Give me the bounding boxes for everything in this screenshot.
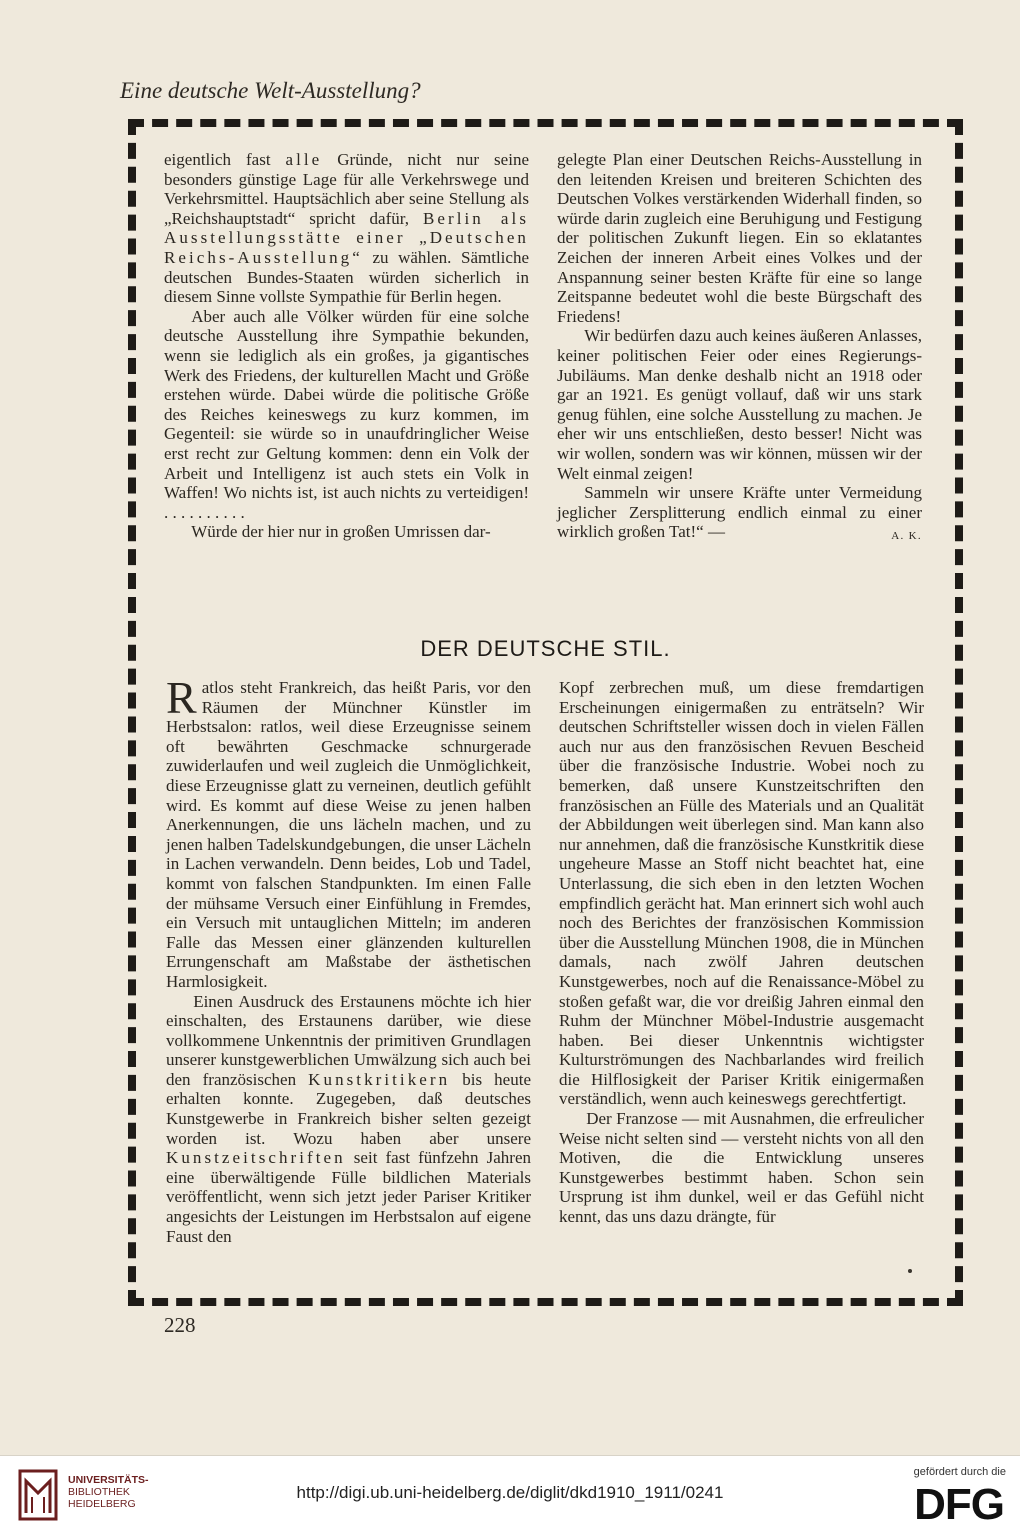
library-name-line-2: BIBLIOTHEK [68, 1486, 130, 1498]
text-run: seit fast fünfzehn Jahren eine überwältigende Fülle bildlichen Materials veröffentlicht, wenn sich jetzt jeder Pariser Kritiker angesichts der Leistungen im Herbstsalon auf eigene Faust den [166, 1148, 531, 1246]
text-run: Einen Ausdruck des Erstaunens möchte ich hier einschalten, des Erstaunens darüber, wie diese vollkommene Unkenntnis der primitiven Grundlagen unserer kunstgewerblichen Umwälzung sich auch bei den französischen [166, 991, 531, 1089]
permalink-url[interactable]: http://digi.ub.uni-heidelberg.de/diglit/dkd1910_1911/0241 [296, 1483, 724, 1502]
text-run: zu wählen. Sämtliche deutschen Bundes-Staaten würden sicherlich in diesem Sinne vollste Sympathie für Berlin hegen. [164, 247, 529, 307]
running-title: Eine deutsche Welt-Ausstellung? [120, 78, 421, 103]
text-run: Sammeln wir unsere Kräfte unter Vermeidung jeglicher Zersplitterung endlich einmal zu einer wirklich großen Tat!“ — [557, 483, 922, 542]
text-run: Gründe, nicht nur seine besonders günstige Lage für alle Verkehrswege und Verkehrsmittel. Hauptsächlich aber seine Stellung als „Reichshauptstadt“ spricht dafür, [164, 150, 529, 228]
article1-right-paragraph-2: Wir bedürfen dazu auch keines äußeren Anlasses, keiner politischen Feier oder eines Regierungs-Jubiläums. Man denke deshalb nicht an 1918 oder gar an 1921. Es genügt vollauf, daß wir uns stark genug fühlen, eine solche Ausstellung zu machen. Je eher wir uns entschließen, desto besser! Nicht was wir wollen, sondern was wir können, müssen wir der Welt einmal zeigen! [557, 326, 922, 483]
article2-left-paragraph-1 [166, 672, 531, 992]
library-name-line-3: HEIDELBERG [68, 1498, 136, 1510]
library-name-line-1: UNIVERSITÄTS- [68, 1474, 149, 1486]
author-signature: A. K. [891, 530, 922, 543]
article2-right-paragraph-2: Der Franzose — mit Ausnahmen, die erfreulicher Weise nicht selten sind — versteht nichts von all den Motiven, die die Entwicklung unseres Kunstgewerbes bestimmt haben. Schon sein Ursprung ist ihm dunkel, weil er das Gefühl nicht kennt, das uns dazu drängte, für [559, 1109, 924, 1227]
article2-left-paragraph-2 [166, 992, 531, 1247]
article1-right-paragraph-1: gelegte Plan einer Deutschen Reichs-Ausstellung in den leitenden Kreisen und breiteren Schichten des Deutschen Volkes verstärkenden Widerhall finden, so würde darin zugleich eine Beruhigung und Festigung der politischen Zukunft liegen. Ein so eklatantes Zeichen der inneren Arbeit eines Volkes und der Anspannung seiner besten Kräfte für eine so lange Zeitspanne bedeutet wohl die beste Bürgschaft des Friedens! [557, 150, 922, 326]
emphasis-spaced: Kunstzeitschriften [166, 1148, 346, 1168]
article1-right-column [557, 150, 922, 547]
article1-right-paragraph-3 [557, 483, 922, 542]
article1-left-paragraph-3: Würde der hier nur in großen Umrissen dar- [191, 522, 491, 542]
sponsor-note: gefördert durch die [913, 1466, 1006, 1478]
article1-left-column [164, 150, 529, 542]
text-run: atlos steht Frankreich, das heißt Paris, vor den Räumen der Münchner Künstler im Herbstsalon: ratlos, weil diese Erzeugnisse seinem oft bewährten Geschmacke schnurgerade zuwiderlaufen und weil zugleich die Unmöglichkeit, diese Erzeugnisse glatt zu verneinen, deutlich gefühlt wird. Es kommt auf diese Weise zu jenen halben Anerkennungen, die uns lächeln machen, und zu jenen halben Tadelskundgebungen, die unser Lächeln in Lachen verwandeln. Denn beides, Lob und Tadel, kommt von falschen Standpunkten. Im einen Falle der mühsame Versuch einer Einfühlung in Fremdes, ein Versuch mit untauglichen Mitteln; im anderen Falle das Messen einer glänzenden kulturellen Errungenschaft am Maßstabe der ästhetischen Harmlosigkeit. [166, 678, 531, 991]
print-speck [908, 1269, 912, 1273]
emphasis-spaced: Berlin als Ausstellungsstätte einer „Deutschen Reichs-Ausstellung“ [164, 208, 529, 267]
page-number: 228 [164, 1313, 196, 1337]
text-run: eigentlich fast [164, 150, 286, 169]
text-run: bis heute erhalten konnte. Zugegeben, daß deutsches Kunstgewerbe in Frankreich bisher selten gezeigt worden ist. Wozu haben aber unsere [166, 1069, 531, 1148]
article2-right-paragraph-1: Kopf zerbrechen muß, um diese fremdartigen Erscheinungen einigermaßen zu enträtseln? Wir deutschen Schriftsteller wissen doch in vielen Fällen auch nur aus den französischen Revuen Bescheid über die französische Industrie. Wobei noch zu bemerken, daß unsere Kunstzeitschriften den französischen an Fülle des Materials und an Qualität der Abbildungen weit überlegen sind. Man kann also nur annehmen, daß die französische Kunstkritik diese ungeheure Masse an Stoff nicht beachtet hat, eine Unterlassung, die sich eben in den letzten Wochen empfindlich gerächt hat. Man erinnert sich wohl auch noch des Berichtes der französischen Kommission über die Ausstellung München 1908, die in München damals, nach zwölf Jahren deutschen Kunstgewerbes, noch auf die Renaissance-Möbel zu stoßen gefaßt war, die vor dreißig Jahren einmal den Ruhm der Münchner Möbel-Industrie ausgemacht haben. Bei dieser Unkenntnis wichtigster Kulturströmungen des Nachbarlandes wird freilich die Hilflosigkeit der Pariser Kritik einigermaßen verständlich, wenn auch keineswegs gerechtfertigt. [559, 678, 924, 1109]
viewer-footer-bar [0, 1455, 1020, 1540]
emphasis-spaced: alle [285, 150, 323, 169]
article1-left-paragraph-1 [164, 150, 529, 307]
article2-right-column [559, 678, 924, 1227]
article2-title: DER DEUTSCHE STIL. [420, 636, 671, 661]
article1-left-paragraph-2: Aber auch alle Völker würden für eine solche deutsche Ausstellung ihre Sympathie bekunden, wenn sie lediglich als ein großes, ja gigantisches Werk des Friedens, der kulturellen Macht und Größe erstehen würde. Dabei würde die politische Größe des Reiches keineswegs zu kurz kommen, im Gegenteil: sie würde so in unaufdringlicher Weise erst recht zur Geltung kommen: denn ein Volk der Arbeit und Intelligenz ist auch stets ein Volk in Waffen! Wo nichts ist, ist auch nichts zu verteidigen! . . . . . . . . . . [164, 306, 529, 522]
dfg-logo[interactable]: DFG [914, 1480, 1004, 1529]
drop-cap: R [166, 672, 197, 723]
emphasis-spaced: Kunstkritikern [308, 1069, 451, 1089]
article2-left-column [166, 672, 531, 1246]
